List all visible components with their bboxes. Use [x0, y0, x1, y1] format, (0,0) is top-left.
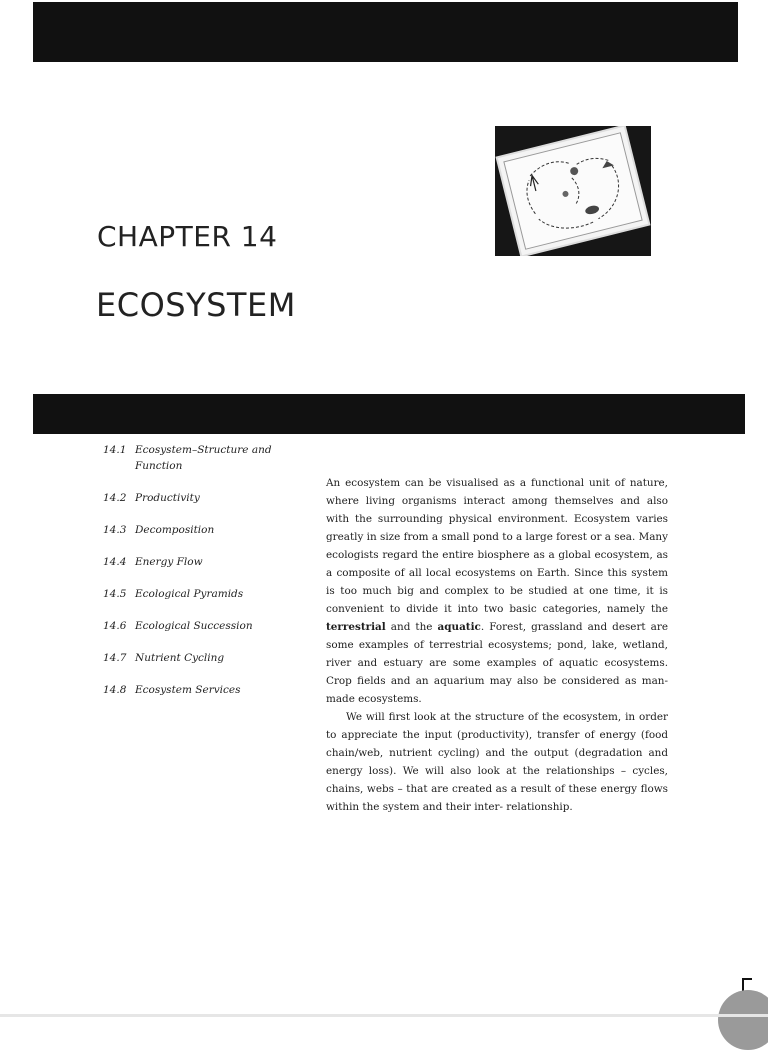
- intro-paragraph-1: [326, 474, 668, 708]
- page-tab: [718, 990, 768, 1050]
- toc-label: Ecological Succession: [135, 620, 253, 632]
- toc-number: 14.5: [103, 588, 127, 600]
- toc-item: [103, 490, 283, 506]
- section-band: [33, 394, 745, 434]
- toc-number: 14.8: [103, 684, 127, 696]
- toc-label: Ecosystem–Structure and Function: [135, 444, 272, 472]
- chapter-introduction: [326, 474, 668, 816]
- chapter-contents-list: [103, 442, 283, 714]
- toc-label: Ecological Pyramids: [135, 588, 244, 600]
- toc-item: [103, 554, 283, 570]
- intro-paragraph-2: We will first look at the structure of the ecosystem, in order to appreciate the input (productivity), transfer of energy (food chain/web, nutrient cycling) and the output (degradation and energy loss). We will also look at the relationships – cycles, chains, webs – that are created as a result of these energy flows within the system and their inter- relationship.: [326, 711, 668, 813]
- toc-item: [103, 682, 283, 698]
- term-terrestrial: terrestrial: [326, 621, 386, 633]
- bottom-divider: [0, 1014, 768, 1017]
- toc-label: Ecosystem Services: [135, 684, 241, 696]
- toc-item: [103, 586, 283, 602]
- paragraph-text: and the: [385, 621, 438, 633]
- toc-number: 14.1: [103, 444, 127, 456]
- toc-number: 14.4: [103, 556, 127, 568]
- toc-number: 14.2: [103, 492, 127, 504]
- paragraph-text: An ecosystem can be visualised as a functional unit of nature, where living organisms interact among themselves and also with the surrounding physical environment. Ecosystem varies greatly in size from a small pond to a large forest or a sea. Many ecologists regard the entire biosphere as a global ecosystem, as a composite of all local ecosystems on Earth. Since this system is too much big and complex to be studied at one time, it is convenient to divide it into two basic categories, namely the: [326, 477, 668, 615]
- term-aquatic: aquatic: [437, 621, 481, 633]
- toc-label: Productivity: [135, 492, 200, 504]
- chapter-title: ECOSYSTEM: [96, 286, 296, 324]
- chapter-label: CHAPTER 14: [97, 220, 278, 253]
- ecosystem-cycle-diagram-icon: [495, 126, 651, 256]
- top-header-band: [33, 2, 738, 62]
- toc-item: [103, 522, 283, 538]
- toc-number: 14.6: [103, 620, 127, 632]
- paragraph-text: . Forest, grassland and desert are some examples of terrestrial ecosystems; pond, lake, wetland, river and estuary are some examples of aquatic ecosystems. Crop fields and an aquarium may also be considered as man-made ecosystems.: [326, 621, 668, 705]
- corner-mark: [760, 6, 768, 24]
- toc-label: Decomposition: [135, 524, 215, 536]
- toc-label: Nutrient Cycling: [135, 652, 225, 664]
- toc-label: Energy Flow: [135, 556, 203, 568]
- toc-item: [103, 442, 283, 474]
- toc-item: [103, 618, 283, 634]
- toc-number: 14.7: [103, 652, 127, 664]
- toc-item: [103, 650, 283, 666]
- toc-number: 14.3: [103, 524, 127, 536]
